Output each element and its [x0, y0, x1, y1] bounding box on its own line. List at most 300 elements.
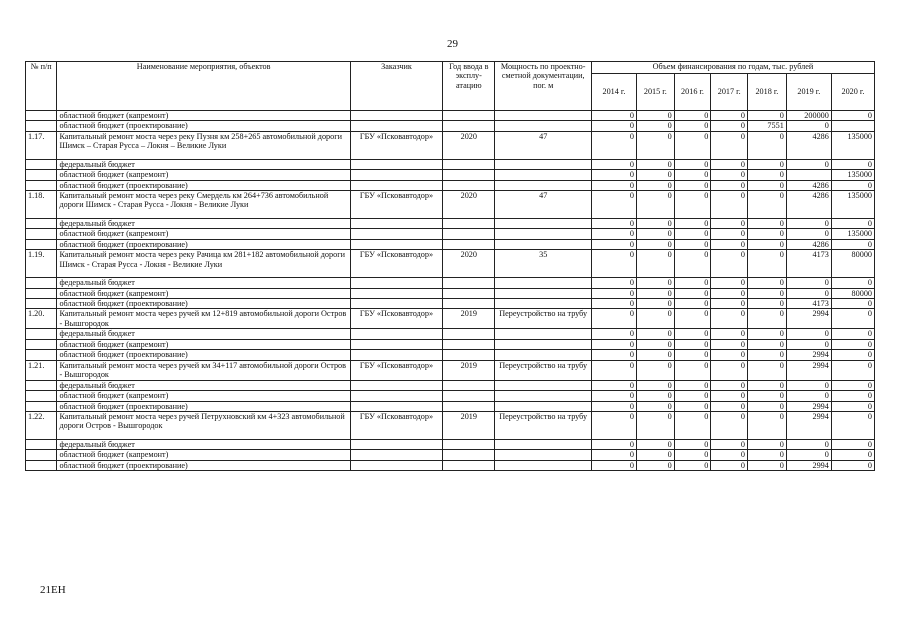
row-value-2014: 0: [591, 121, 636, 131]
row-number: [26, 299, 57, 309]
row-value-2020: 0: [831, 111, 874, 121]
row-capacity: [495, 450, 591, 460]
row-capacity: [495, 180, 591, 190]
row-number: [26, 180, 57, 190]
row-value-2019: 4173: [786, 250, 831, 278]
row-value-2019: 0: [786, 439, 831, 449]
row-value-2015: 0: [636, 219, 674, 229]
row-customer: [350, 460, 442, 470]
row-value-2016: 0: [674, 219, 711, 229]
row-value-2018: 0: [748, 180, 787, 190]
row-name: областной бюджет (капремонт): [57, 170, 350, 180]
row-value-2015: 0: [636, 439, 674, 449]
row-value-2020: 0: [831, 309, 874, 329]
row-value-2015: 0: [636, 380, 674, 390]
row-number: [26, 329, 57, 339]
row-value-2018: 0: [748, 219, 787, 229]
row-customer: [350, 170, 442, 180]
row-name: областной бюджет (проектирование): [57, 299, 350, 309]
row-value-2014: 0: [591, 111, 636, 121]
row-year: 2019: [443, 360, 495, 380]
row-value-2016: 0: [674, 360, 711, 380]
row-capacity: [495, 121, 591, 131]
row-value-2015: 0: [636, 309, 674, 329]
row-value-2017: 0: [711, 450, 748, 460]
row-name: федеральный бюджет: [57, 380, 350, 390]
row-value-2017: 0: [711, 229, 748, 239]
row-year: [443, 121, 495, 131]
row-customer: ГБУ «Псковавтодор»: [350, 131, 442, 159]
row-value-2015: 0: [636, 250, 674, 278]
row-customer: [350, 229, 442, 239]
row-value-2019: 0: [786, 121, 831, 131]
table-row-budget: [26, 439, 875, 449]
row-value-2018: 0: [748, 339, 787, 349]
row-value-2014: 0: [591, 288, 636, 298]
row-year: 2019: [443, 309, 495, 329]
row-number: [26, 380, 57, 390]
row-value-2017: 0: [711, 278, 748, 288]
table-row-item: [26, 309, 875, 329]
row-value-2014: 0: [591, 411, 636, 439]
row-value-2016: 0: [674, 278, 711, 288]
row-customer: ГБУ «Псковавтодор»: [350, 250, 442, 278]
row-value-2015: 0: [636, 299, 674, 309]
row-customer: [350, 180, 442, 190]
row-value-2020: 0: [831, 460, 874, 470]
row-number: 1.19.: [26, 250, 57, 278]
row-value-2014: 0: [591, 360, 636, 380]
row-value-2015: 0: [636, 278, 674, 288]
row-value-2018: 0: [748, 131, 787, 159]
row-value-2016: 0: [674, 121, 711, 131]
table-row-item: [26, 411, 875, 439]
row-value-2019: 4286: [786, 239, 831, 249]
row-value-2016: 0: [674, 250, 711, 278]
row-value-2020: 0: [831, 329, 874, 339]
row-value-2020: 0: [831, 339, 874, 349]
row-year: [443, 350, 495, 360]
row-value-2020: 0: [831, 180, 874, 190]
row-capacity: [495, 170, 591, 180]
row-value-2016: 0: [674, 131, 711, 159]
row-year: 2020: [443, 250, 495, 278]
table-row-budget: [26, 239, 875, 249]
row-value-2017: 0: [711, 460, 748, 470]
row-value-2014: 0: [591, 299, 636, 309]
table-row-budget: [26, 401, 875, 411]
row-value-2016: 0: [674, 380, 711, 390]
header-year-2020: 2020 г.: [831, 74, 874, 111]
row-value-2015: 0: [636, 180, 674, 190]
row-value-2014: 0: [591, 250, 636, 278]
row-value-2014: 0: [591, 219, 636, 229]
row-value-2014: 0: [591, 170, 636, 180]
row-customer: [350, 391, 442, 401]
row-year: [443, 229, 495, 239]
row-value-2016: 0: [674, 309, 711, 329]
row-value-2017: 0: [711, 380, 748, 390]
row-value-2016: 0: [674, 111, 711, 121]
table-row-budget: [26, 180, 875, 190]
row-capacity: [495, 299, 591, 309]
row-customer: ГБУ «Псковавтодор»: [350, 360, 442, 380]
row-value-2020: 0: [831, 159, 874, 169]
row-value-2018: 0: [748, 159, 787, 169]
row-value-2017: 0: [711, 401, 748, 411]
row-value-2019: 2994: [786, 350, 831, 360]
row-value-2020: 135000: [831, 229, 874, 239]
row-value-2017: 0: [711, 329, 748, 339]
row-number: [26, 170, 57, 180]
row-year: [443, 278, 495, 288]
row-value-2019: 0: [786, 391, 831, 401]
row-capacity: 47: [495, 131, 591, 159]
row-value-2017: 0: [711, 439, 748, 449]
row-capacity: [495, 380, 591, 390]
row-number: [26, 401, 57, 411]
row-number: [26, 219, 57, 229]
row-value-2017: 0: [711, 411, 748, 439]
table-row-budget: [26, 121, 875, 131]
row-value-2014: 0: [591, 278, 636, 288]
row-value-2018: 0: [748, 460, 787, 470]
row-value-2019: 0: [786, 219, 831, 229]
row-number: [26, 121, 57, 131]
header-year: Год ввода в эксплу-атацию: [443, 62, 495, 111]
row-customer: [350, 239, 442, 249]
row-capacity: [495, 159, 591, 169]
row-value-2018: 0: [748, 250, 787, 278]
row-customer: [350, 439, 442, 449]
row-value-2014: 0: [591, 391, 636, 401]
table-row-budget: [26, 159, 875, 169]
row-customer: [350, 350, 442, 360]
row-value-2016: 0: [674, 460, 711, 470]
row-capacity: Переустройство на трубу: [495, 360, 591, 380]
row-value-2019: 0: [786, 159, 831, 169]
table-row-budget: [26, 329, 875, 339]
row-value-2018: 0: [748, 111, 787, 121]
row-year: [443, 111, 495, 121]
table-row-budget: [26, 219, 875, 229]
row-value-2020: 0: [831, 350, 874, 360]
row-capacity: [495, 391, 591, 401]
row-name: областной бюджет (проектирование): [57, 401, 350, 411]
header-capacity: Мощность по проектно-сметной документации, пог. м: [495, 62, 591, 111]
row-name: федеральный бюджет: [57, 219, 350, 229]
row-number: 1.17.: [26, 131, 57, 159]
row-value-2019: 0: [786, 278, 831, 288]
row-value-2018: 0: [748, 229, 787, 239]
row-capacity: [495, 239, 591, 249]
table-row-budget: [26, 380, 875, 390]
row-customer: ГБУ «Псковавтодор»: [350, 309, 442, 329]
row-value-2014: 0: [591, 180, 636, 190]
row-value-2019: 2994: [786, 360, 831, 380]
row-number: [26, 278, 57, 288]
row-customer: [350, 278, 442, 288]
row-capacity: [495, 401, 591, 411]
row-capacity: [495, 329, 591, 339]
row-value-2014: 0: [591, 450, 636, 460]
row-value-2015: 0: [636, 288, 674, 298]
row-value-2016: 0: [674, 170, 711, 180]
row-value-2014: 0: [591, 159, 636, 169]
row-customer: [350, 288, 442, 298]
row-value-2015: 0: [636, 339, 674, 349]
table-row-item: [26, 131, 875, 159]
row-number: [26, 339, 57, 349]
row-value-2015: 0: [636, 329, 674, 339]
row-value-2019: 4173: [786, 299, 831, 309]
row-value-2020: 135000: [831, 191, 874, 219]
row-value-2017: 0: [711, 131, 748, 159]
header-year-2019: 2019 г.: [786, 74, 831, 111]
row-value-2014: 0: [591, 339, 636, 349]
header-customer: Заказчик: [350, 62, 442, 111]
row-value-2016: 0: [674, 239, 711, 249]
row-value-2018: 0: [748, 391, 787, 401]
row-name: федеральный бюджет: [57, 159, 350, 169]
row-value-2017: 0: [711, 288, 748, 298]
row-value-2014: 0: [591, 191, 636, 219]
row-value-2016: 0: [674, 439, 711, 449]
row-value-2020: 0: [831, 360, 874, 380]
row-year: [443, 450, 495, 460]
row-value-2019: 0: [786, 450, 831, 460]
row-value-2020: 80000: [831, 250, 874, 278]
row-name: областной бюджет (проектирование): [57, 121, 350, 131]
row-value-2016: 0: [674, 180, 711, 190]
row-name: областной бюджет (капремонт): [57, 391, 350, 401]
row-year: [443, 170, 495, 180]
row-customer: ГБУ «Псковавтодор»: [350, 411, 442, 439]
row-value-2018: 0: [748, 360, 787, 380]
financing-table: [25, 61, 875, 471]
row-value-2017: 0: [711, 111, 748, 121]
row-value-2019: 0: [786, 380, 831, 390]
row-value-2018: 0: [748, 450, 787, 460]
row-value-2018: 0: [748, 299, 787, 309]
row-customer: [350, 339, 442, 349]
row-capacity: [495, 278, 591, 288]
row-capacity: 35: [495, 250, 591, 278]
row-value-2016: 0: [674, 450, 711, 460]
row-value-2015: 0: [636, 450, 674, 460]
row-value-2014: 0: [591, 439, 636, 449]
row-name: Капитальный ремонт моста через ручей км 34+117 автомобильной дороги Остров - Вышгородок: [57, 360, 350, 380]
row-value-2015: 0: [636, 239, 674, 249]
row-name: областной бюджет (капремонт): [57, 288, 350, 298]
row-value-2020: 80000: [831, 288, 874, 298]
row-name: федеральный бюджет: [57, 439, 350, 449]
row-value-2019: 2994: [786, 460, 831, 470]
row-value-2017: 0: [711, 250, 748, 278]
row-name: областной бюджет (капремонт): [57, 450, 350, 460]
row-customer: [350, 159, 442, 169]
header-no: № п/п: [26, 62, 57, 111]
row-name: Капитальный ремонт моста через реку Пузня км 258+265 автомобильной дороги Шимск – Старая Русса – Локня – Великие Луки: [57, 131, 350, 159]
row-value-2020: 0: [831, 239, 874, 249]
row-number: [26, 439, 57, 449]
row-number: [26, 159, 57, 169]
row-year: [443, 288, 495, 298]
row-value-2016: 0: [674, 229, 711, 239]
row-capacity: Переустройство на трубу: [495, 411, 591, 439]
row-name: областной бюджет (капремонт): [57, 111, 350, 121]
row-name: областной бюджет (проектирование): [57, 239, 350, 249]
row-value-2014: 0: [591, 309, 636, 329]
row-name: федеральный бюджет: [57, 329, 350, 339]
row-capacity: [495, 288, 591, 298]
row-year: 2020: [443, 191, 495, 219]
table-row-item: [26, 360, 875, 380]
row-value-2015: 0: [636, 411, 674, 439]
row-year: [443, 239, 495, 249]
row-value-2017: 0: [711, 159, 748, 169]
row-value-2017: 0: [711, 191, 748, 219]
header-year-2016: 2016 г.: [674, 74, 711, 111]
row-capacity: 47: [495, 191, 591, 219]
row-customer: [350, 450, 442, 460]
row-value-2019: 4286: [786, 191, 831, 219]
row-year: [443, 401, 495, 411]
header-financing: Объем финансирования по годам, тыс. рублей: [591, 62, 874, 74]
table-row-budget: [26, 170, 875, 180]
row-year: [443, 380, 495, 390]
row-name: областной бюджет (капремонт): [57, 339, 350, 349]
row-value-2014: 0: [591, 460, 636, 470]
row-customer: [350, 299, 442, 309]
row-value-2016: 0: [674, 329, 711, 339]
row-number: [26, 391, 57, 401]
row-year: [443, 329, 495, 339]
row-value-2019: 2994: [786, 401, 831, 411]
row-customer: [350, 219, 442, 229]
table-row-budget: [26, 288, 875, 298]
row-number: 1.21.: [26, 360, 57, 380]
row-value-2015: 0: [636, 159, 674, 169]
row-value-2020: 135000: [831, 131, 874, 159]
row-value-2018: 0: [748, 278, 787, 288]
row-name: областной бюджет (проектирование): [57, 460, 350, 470]
row-value-2018: 7551: [748, 121, 787, 131]
row-value-2017: 0: [711, 180, 748, 190]
row-value-2015: 0: [636, 229, 674, 239]
row-number: 1.18.: [26, 191, 57, 219]
row-customer: [350, 121, 442, 131]
row-value-2019: 2994: [786, 411, 831, 439]
row-name: Капитальный ремонт моста через реку Смердель км 264+736 автомобильной дороги Шимск - Старая Русса - Локня - Великие Луки: [57, 191, 350, 219]
header-year-2018: 2018 г.: [748, 74, 787, 111]
row-value-2016: 0: [674, 391, 711, 401]
row-value-2015: 0: [636, 170, 674, 180]
row-value-2017: 0: [711, 239, 748, 249]
row-name: областной бюджет (проектирование): [57, 180, 350, 190]
row-value-2014: 0: [591, 401, 636, 411]
row-value-2017: 0: [711, 309, 748, 329]
row-value-2015: 0: [636, 391, 674, 401]
row-value-2019: 200000: [786, 111, 831, 121]
header-year-2015: 2015 г.: [636, 74, 674, 111]
row-value-2020: 0: [831, 439, 874, 449]
row-value-2018: 0: [748, 288, 787, 298]
row-value-2016: 0: [674, 288, 711, 298]
row-value-2017: 0: [711, 121, 748, 131]
row-value-2017: 0: [711, 350, 748, 360]
row-customer: ГБУ «Псковавтодор»: [350, 191, 442, 219]
row-year: 2020: [443, 131, 495, 159]
row-value-2016: 0: [674, 159, 711, 169]
row-value-2016: 0: [674, 191, 711, 219]
table-row-item: [26, 250, 875, 278]
table-body: [26, 111, 875, 471]
row-capacity: [495, 229, 591, 239]
row-name: Капитальный ремонт моста через реку Рачица км 281+182 автомобильной дороги Шимск - Старая Русса - Локня - Великие Луки: [57, 250, 350, 278]
row-number: [26, 350, 57, 360]
row-value-2016: 0: [674, 350, 711, 360]
row-number: [26, 229, 57, 239]
header-year-2017: 2017 г.: [711, 74, 748, 111]
row-value-2019: [786, 170, 831, 180]
row-year: [443, 391, 495, 401]
row-value-2015: 0: [636, 350, 674, 360]
row-value-2020: 0: [831, 450, 874, 460]
row-value-2015: 0: [636, 131, 674, 159]
row-value-2014: 0: [591, 131, 636, 159]
row-value-2019: 0: [786, 339, 831, 349]
row-value-2018: 0: [748, 170, 787, 180]
row-value-2019: 0: [786, 288, 831, 298]
row-capacity: Переустройство на трубу: [495, 309, 591, 329]
row-name: федеральный бюджет: [57, 278, 350, 288]
row-number: [26, 450, 57, 460]
row-value-2018: 0: [748, 439, 787, 449]
row-value-2015: 0: [636, 191, 674, 219]
row-customer: [350, 380, 442, 390]
row-value-2016: 0: [674, 299, 711, 309]
table-row-budget: [26, 111, 875, 121]
row-year: [443, 299, 495, 309]
row-value-2017: 0: [711, 219, 748, 229]
row-customer: [350, 401, 442, 411]
row-year: [443, 159, 495, 169]
row-capacity: [495, 339, 591, 349]
row-value-2019: 0: [786, 329, 831, 339]
row-value-2014: 0: [591, 329, 636, 339]
row-value-2016: 0: [674, 401, 711, 411]
row-value-2020: 0: [831, 401, 874, 411]
row-year: [443, 439, 495, 449]
row-customer: [350, 111, 442, 121]
row-year: [443, 460, 495, 470]
row-value-2020: 0: [831, 391, 874, 401]
row-capacity: [495, 439, 591, 449]
row-value-2016: 0: [674, 339, 711, 349]
row-value-2019: 4286: [786, 131, 831, 159]
table-row-budget: [26, 339, 875, 349]
row-value-2020: 0: [831, 299, 874, 309]
page-number: 29: [447, 38, 458, 50]
row-value-2016: 0: [674, 411, 711, 439]
row-capacity: [495, 460, 591, 470]
row-year: [443, 219, 495, 229]
table-row-budget: [26, 450, 875, 460]
row-value-2014: 0: [591, 350, 636, 360]
row-value-2014: 0: [591, 239, 636, 249]
row-value-2018: 0: [748, 380, 787, 390]
